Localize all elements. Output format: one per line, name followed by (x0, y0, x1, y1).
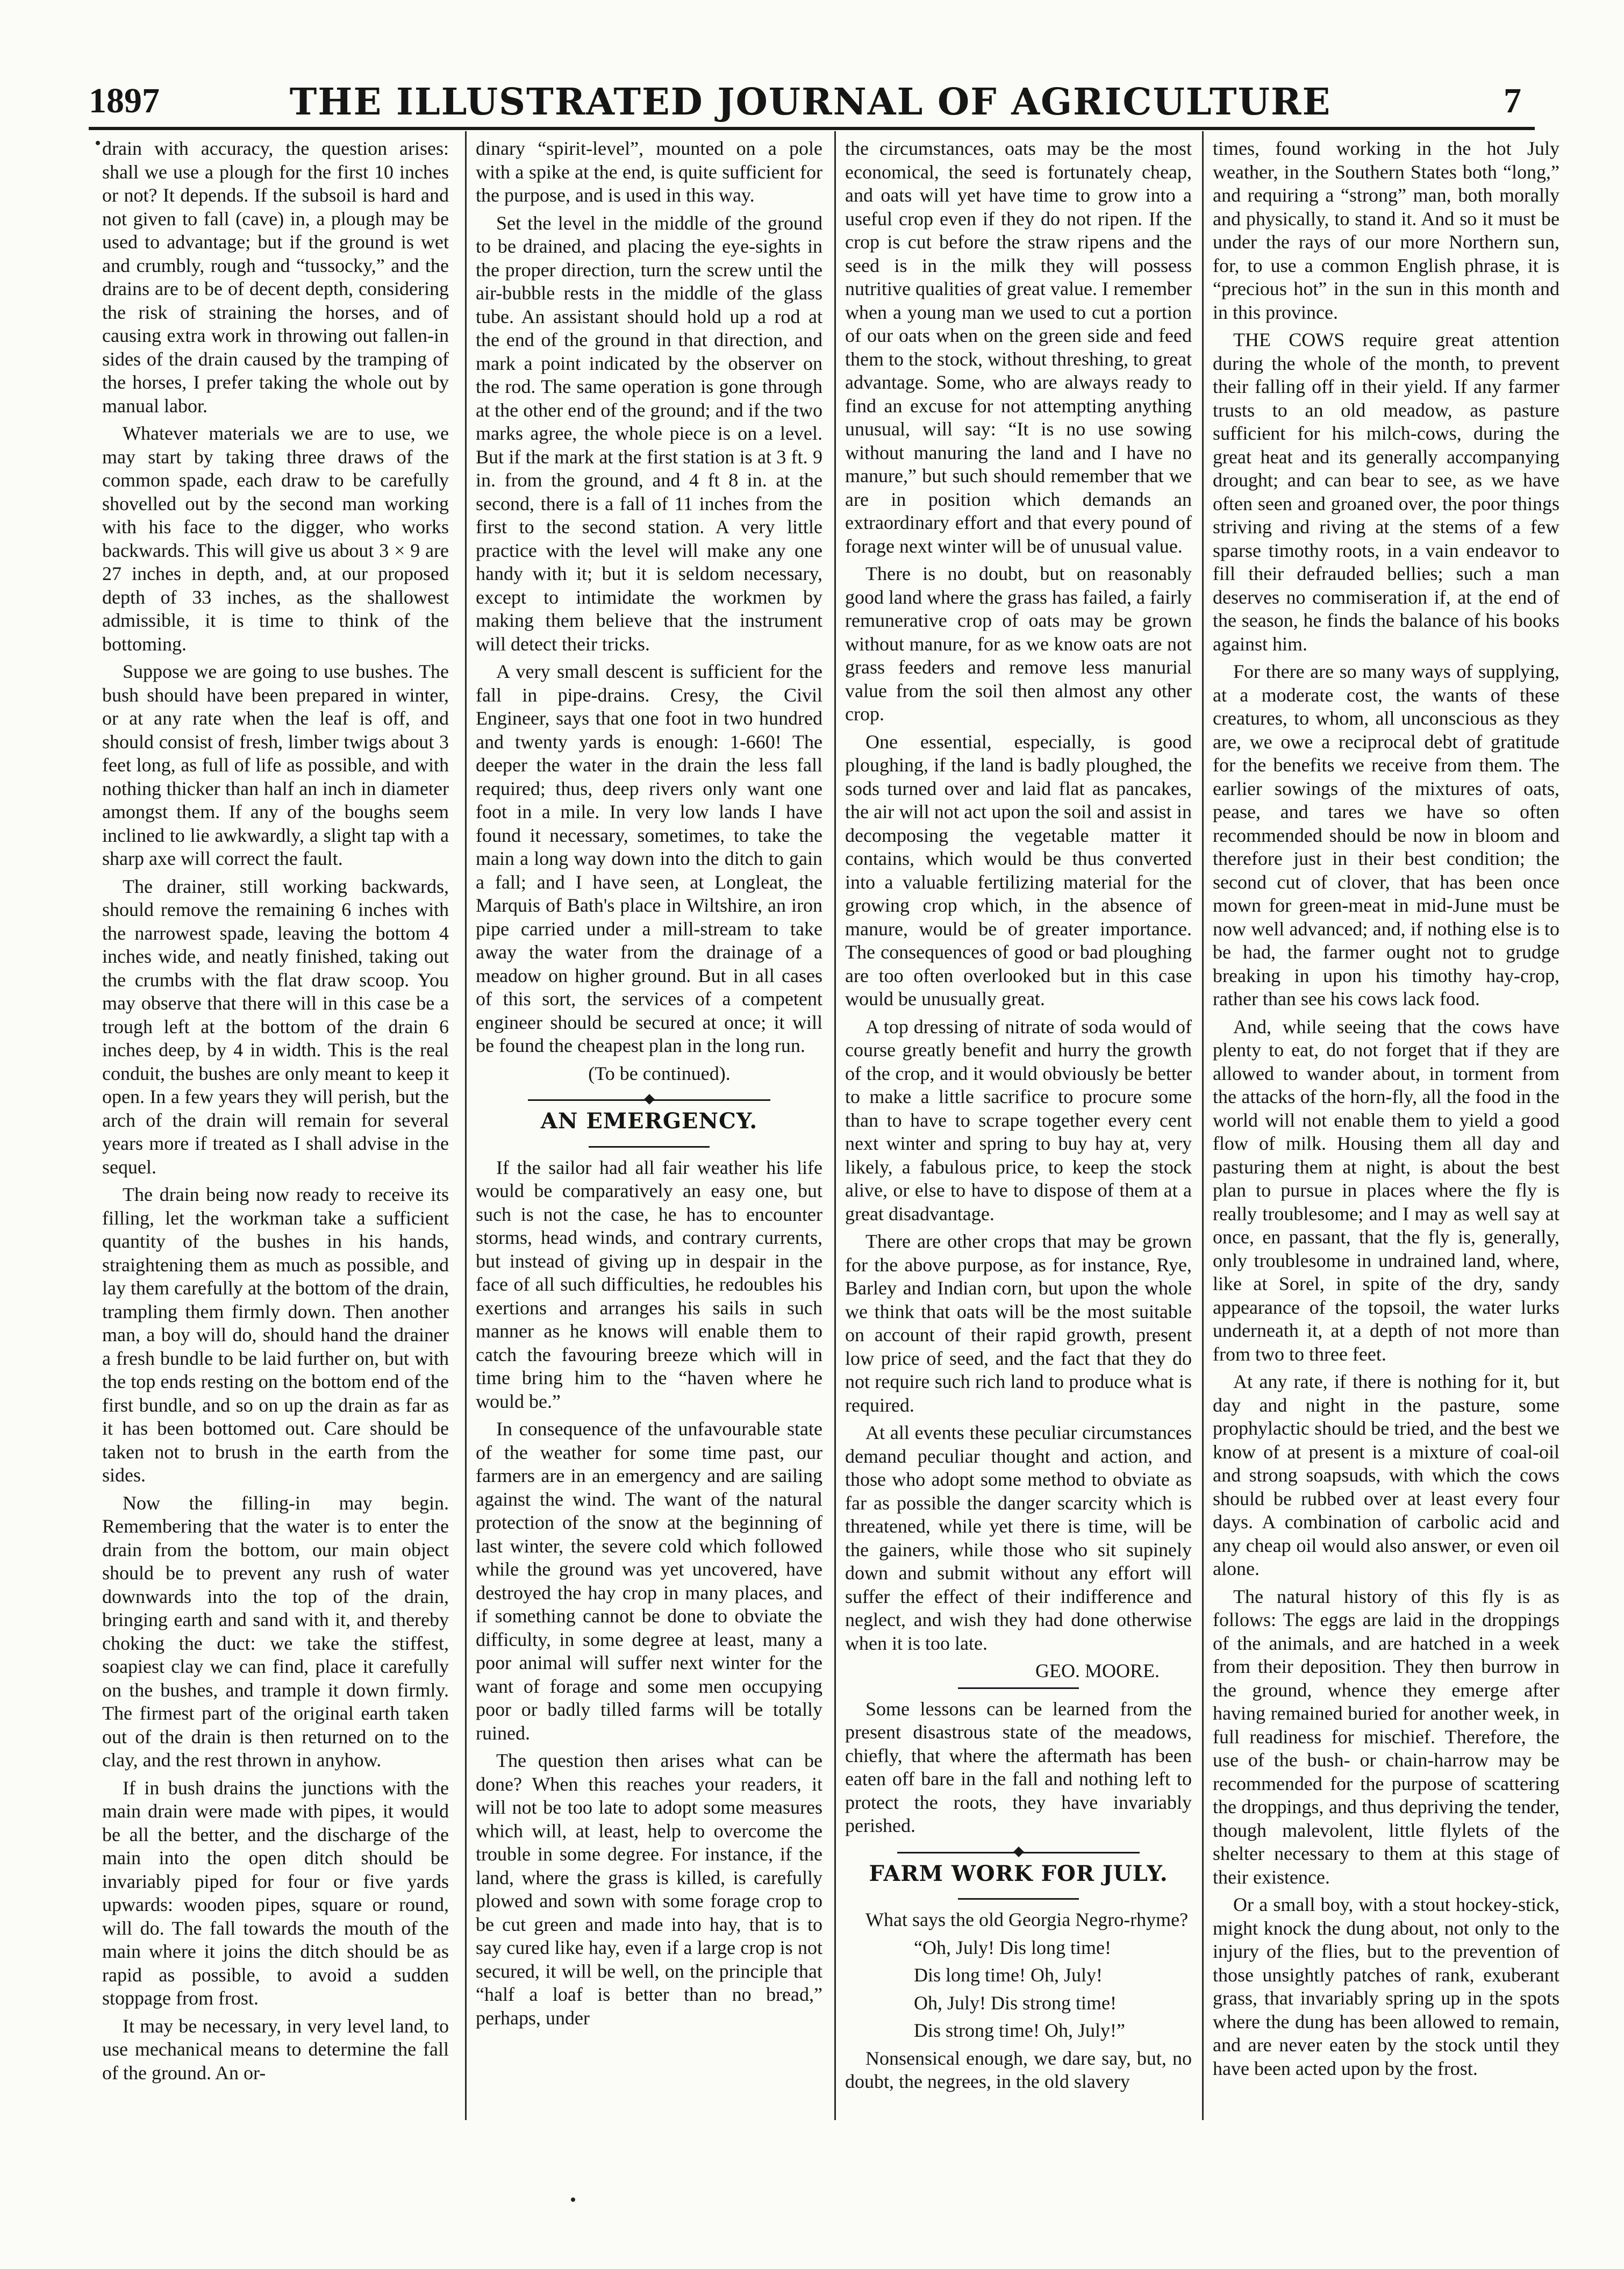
paragraph: Some lessons can be learned from the present disastrous state of the meadows, chiefly, that where the aftermath has been eaten off bare in the fall and nothing left to protect the roots, they have invariably perished. (845, 1698, 1192, 1836)
column-rule (1202, 131, 1204, 2120)
paragraph: Or a small boy, with a stout hockey-stick, might knock the dung about, not only to the injury of the flies, but to the prevention of those unsightly patches of rank, exuberant grass, that invariably spring up in the spots where the dung has been allowed to remain, and are never eaten by the stock until they have been acted upon by the frost. (1213, 1894, 1559, 2079)
paragraph: Now the filling-in may begin. Remembering that the water is to enter the drain from the bottom, our main object should be to prevent any rush of water downwards into the top of the drain, bringing earth and sand with it, and thereby choking the duct: we take the stiffest, soapiest clay we can find, place it carefully on the bushes, and trample it down firmly. The firmest part of the original earth taken out of the drain is then returned on to the clay, and the rest thrown in anyhow. (102, 1492, 449, 1771)
paragraph: The natural history of this fly is as follows: The eggs are laid in the droppings of the animals, and are hatched in a week from their deposition. They then burrow in the ground, whence they emerge after having remained buried for another week, in full readiness for mischief. Therefore, the use of the bush- or chain-harrow may be recommended for the purpose of scattering the droppings, and thus depriving the tender, though malevolent, little flylets of the shelter necessary to them at this stage of their existence. (1213, 1585, 1559, 1888)
signature-rule (958, 1687, 1079, 1689)
column-rule (465, 131, 467, 2120)
paragraph: At all events these peculiar circumstances demand peculiar thought and action, and those who adopt some method to obviate as far as possible the danger scarcity which is threatened, while yet there is time, will be the gainers, while those who sit supinely down and submit without any effort will suffer the effect of their indifference and neglect, and wish they had done otherwise when it is too late. (845, 1422, 1192, 1654)
heading-rule (958, 1898, 1079, 1900)
paragraph: Whatever materials we are to use, we may start by taking three draws of the common spade, each draw to be carefully shovelled out by the second man working with his face to the digger, who works backwards. This will give us about 3 × 9 are 27 inches in depth, and, at our proposed depth of 33 inches, as the shallowest admissible, it is time to think of the bottoming. (102, 423, 449, 655)
paragraph: dinary “spirit-level”, mounted on a pole with a spike at the end, is quite sufficient for the purpose, and is used in this way. (476, 138, 822, 206)
section-heading-an-emergency: AN EMERGENCY. (540, 1108, 758, 1134)
verse-line: Dis long time! Oh, July! (914, 1964, 1103, 1986)
verse-line: “Oh, July! Dis long time! (914, 1936, 1111, 1958)
verse-line: Oh, July! Dis strong time! (914, 1992, 1117, 2014)
column-3 (845, 137, 1192, 2212)
author-signature: GEO. MOORE. (1035, 1660, 1160, 1681)
paragraph: If the sailor had all fair weather his life would be comparatively an easy one, but such is not the case, he has to encounter storms, head winds, and contrary currents, but instead of giving up in despair in the face of all such difficulties, he redoubles his exertions and arranges his sails in such manner as he knows will enable them to catch the favouring breeze which will in time bring him to the “haven where he would be.” (476, 1156, 822, 1412)
paragraph: For there are so many ways of supplying, at a moderate cost, the wants of these creatures, to whom, all unconscious as they are, we owe a reciprocal debt of gratitude for the benefits we receive from them. The earlier sowings of the mixtures of oats, pease, and tares we have so often recommended should be now in bloom and therefore just in their best condition; the second cut of clover, that has been once mown for green-meat in mid-June must be now well advanced; and, if nothing else is to be had, the farmer ought not to grudge breaking in upon his timothy hay-crop, rather than see his cows lack food. (1213, 661, 1559, 1010)
paragraph: What says the old Georgia Negro-rhyme? (865, 1909, 1189, 1930)
paragraph: There is no doubt, but on reasonably good land where the grass has failed, a fairly remunerative crop of oats may be grown without manure, for as we know oats are not grass feeders and remove less manurial value from the soil then almost any other crop. (845, 563, 1192, 725)
paragraph: Nonsensical enough, we dare say, but, no doubt, the negrees, in the old slavery (845, 2047, 1192, 2092)
paragraph: The drainer, still working backwards, should remove the remaining 6 inches with the narrowest spade, leaving the bottom 4 inches wide, and neatly finished, taking out the crumbs with the flat draw scoop. You may observe that there will in this case be a trough left at the bottom of the drain 6 inches deep, by 4 in width. This is the real conduit, the bushes are only meant to keep it open. In a few years they will perish, but the arch of the drain will remain for several years more if treated as I shall advise in the sequel. (102, 875, 449, 1178)
print-speck (571, 2198, 575, 2202)
section-divider (897, 1852, 1140, 1853)
paragraph: A top dressing of nitrate of soda would of course greatly benefit and hurry the growth of the crop, and it would obviously be better to make a little sacrifice to procure some than to have to scrape together every cent next winter and spring to buy hay at, very likely, a fabulous price, to keep the stock alive, or else to have to dispose of them at a great disadvantage. (845, 1015, 1192, 1225)
paragraph: There are other crops that may be grown for the above purpose, as for instance, Rye, Barley and Indian corn, but upon the whole we think that oats will be the most suitable on account of their rapid growth, present low price of seed, and the fact that they do not require such rich land to produce what is required. (845, 1230, 1192, 1416)
paragraph: It may be necessary, in very level land, to use mechanical means to determine the fall of the ground. An or- (102, 2015, 449, 2084)
paragraph: The question then arises what can be done? When this reaches your readers, it will not be too late to adopt some measures which will, at least, help to overcome the trouble in some degree. For instance, if the land, where the grass is killed, is carefully plowed and sown with some forage crop to be cut green and made into hay, that is to say cured like hay, even if a large crop is not secured, it will be well, on the principle that “half a loaf is better than no bread,” perhaps, under (476, 1750, 822, 2029)
paragraph: One essential, especially, is good ploughing, if the land is badly ploughed, the sods turned over and laid flat as pancakes, the air will not act upon the soil and assist in decomposing the vegetable matter it contains, which would be thus converted into a valuable fertilizing material for the growing crop which, in the absence of manure, would be of greater importance. The consequences of good or bad ploughing are too often overlooked but in this case would be unusually great. (845, 731, 1192, 1010)
page-header (89, 81, 1532, 124)
heading-rule (589, 1146, 710, 1148)
paragraph: A very small descent is sufficient for the fall in pipe-drains. Cresy, the Civil Engineer, says that one foot in two hundred and twenty yards is enough: 1-660! The deeper the water in the drain the less fall required; thus, deep rivers only want one foot in a mile. In very low lands I have found it necessary, sometimes, to take the main a long way down into the ditch to gain a fall; and I have seen, at Longleat, the Marquis of Bath's place in Wiltshire, an iron pipe carried under a mill-stream to take away the water from the drainage of a meadow on higher ground. But in all cases of this sort, the services of a competent engineer should be secured at once; it will be found the cheapest plan in the long run. (476, 661, 822, 1056)
column-1 (102, 137, 449, 2212)
paragraph: Set the level in the middle of the ground to be drained, and placing the eye-sights in the proper direction, turn the screw until the air-bubble rests in the middle of the glass tube. An assistant should hold up a rod at the end of the ground in that direction, and mark a point indicated by the observer on the rod. The same operation is gone through at the other end of the ground; and if the two marks agree, the whole piece is on a level. But if the mark at the first station is at 3 ft. 9 in. from the ground, and 4 ft 8 in. at the second, there is a fall of 11 inches from the first to the second station. A very little practice with the level will make any one handy with it; but it is seldom necessary, except to intimidate the workmen by making them believe that the instrument will detect their tricks. (476, 212, 822, 655)
paragraph: At any rate, if there is nothing for it, but day and night in the pasture, some prophylactic should be tried, and the best we know of at present is a mixture of coal-oil and strong soapsuds, with which the cows should be rubbed over at least every four days. A combination of carbolic acid and any cheap oil would also answer, or even oil alone. (1213, 1371, 1559, 1579)
column-4 (1213, 137, 1559, 2212)
paragraph: In consequence of the unfavourable state of the weather for some time past, our farmers are in an emergency and are sailing against the wind. The want of the natural protection of the snow at the beginning of last winter, the severe cold which followed while the ground was yet uncovered, have destroyed the hay crop in many places, and if something cannot be done to obviate the difficulty, in some degree at least, many a poor animal will suffer next winter for the want of forage and some men occupying poor or badly tilled farms will be totally ruined. (476, 1418, 822, 1744)
paragraph: times, found working in the hot July weather, in the Southern States both “long,” and requiring a “strong” man, both morally and physically, to stand it. And so it must be under the rays of our more Northern sun, for, to use a common English phrase, it is “precious hot” in the sun in this month and in this province. (1213, 138, 1559, 323)
section-divider (528, 1099, 771, 1101)
paragraph: Suppose we are going to use bushes. The bush should have been prepared in winter, or at any rate when the leaf is off, and should consist of fresh, limber twigs about 3 feet long, as full of life as possible, and with nothing thicker than half an inch in diameter amongst them. If any of the boughs seem inclined to lie awkwardly, a slight tap with a sharp axe will correct the fault. (102, 661, 449, 869)
paragraph: the circumstances, oats may be the most economical, the seed is fortunately cheap, and oats will yet have time to grow into a useful crop even if they do not ripen. If the crop is cut before the straw ripens and the seed is in the milk they will possess nutritive qualities of great value. I remember when a young man we used to cut a portion of our oats when on the green side and feed them to the stock, without threshing, to great advantage. Some, who are always ready to find an excuse for not attempting anything unusual, will say: “It is no use sowing without manuring the land and I have no manure,” but such should remember that we are in position which demands an extraordinary effort and that every pound of forage next winter will be of unusual value. (845, 138, 1192, 557)
journal-title: THE ILLUSTRATED JOURNAL OF AGRICULTURE (289, 81, 1332, 124)
paragraph: drain with accuracy, the question arises: shall we use a plough for the first 10 inches or not? It depends. If the subsoil is hard and not given to fall (cave) in, a plough may be used to advantage; but if the ground is wet and crumbly, rough and “tussocky,” and the drains are to be of decent depth, considering the risk of straining the horses, and of causing extra work in throwing out fallen-in sides of the drain caused by the tramping of the horses, I prefer taking the whole out by manual labor. (102, 138, 449, 417)
header-year: 1897 (89, 81, 160, 120)
section-heading-farm-work-for-july: FARM WORK FOR JULY. (869, 1860, 1168, 1886)
paragraph: If in bush drains the junctions with the main drain were made with pipes, it would be all the better, and the discharge of the main into the open ditch should be invariably piped for four or five yards upwards: wooden pipes, square or round, will do. The fall towards the mouth of the main where it joins the ditch should be as rapid as possible, to avoid a sudden stoppage from frost. (102, 1777, 449, 2009)
continued-note: (To be continued). (588, 1062, 731, 1084)
paragraph: THE COWS require great attention during the whole of the month, to prevent their falling off in their yield. If any farmer trusts to an old meadow, as pasture sufficient for his milch-cows, during the great heat and its generally accompanying drought; and can bear to see, as we have often seen and groaned over, the poor things striving and riving at the stems of a few sparse timothy roots, in a vain endeavor to fill their defrauded bellies; such a man deserves no commiseration if, at the end of the season, he finds the balance of his books against him. (1213, 329, 1559, 655)
paragraph: And, while seeing that the cows have plenty to eat, do not forget that if they are allowed to wander about, in torment from the attacks of the horn-fly, all the food in the world will not enable them to yield a good flow of milk. Housing them all day and pasturing them at night, is about the best plan to pursue in places where the fly is really troublesome; and I may as well say at once, en passant, that the fly is, generally, only troublesome in undrained land, where, like at Sorel, in spite of the dry, sandy appearance of the topsoil, the water lurks underneath it, at a depth of not more than from two to three feet. (1213, 1015, 1559, 1365)
page-number: 7 (1504, 81, 1521, 120)
verse-line: Dis strong time! Oh, July!” (914, 2020, 1125, 2041)
paragraph: The drain being now ready to receive its filling, let the workman take a sufficient quantity of the bushes in his hands, straightening them as much as possible, and lay them carefully at the bottom of the drain, trampling them firmly down. Then another man, a boy will do, should hand the drainer a fresh bundle to be laid further on, but with the top ends resting on the bottom end of the first bundle, and so on up the drain as far as it has been bottomed out. Care should be taken not to brush in the earth from the sides. (102, 1184, 449, 1486)
column-rule (834, 131, 836, 2120)
print-speck (96, 141, 100, 145)
column-2 (476, 137, 822, 2212)
header-rule (89, 127, 1535, 130)
